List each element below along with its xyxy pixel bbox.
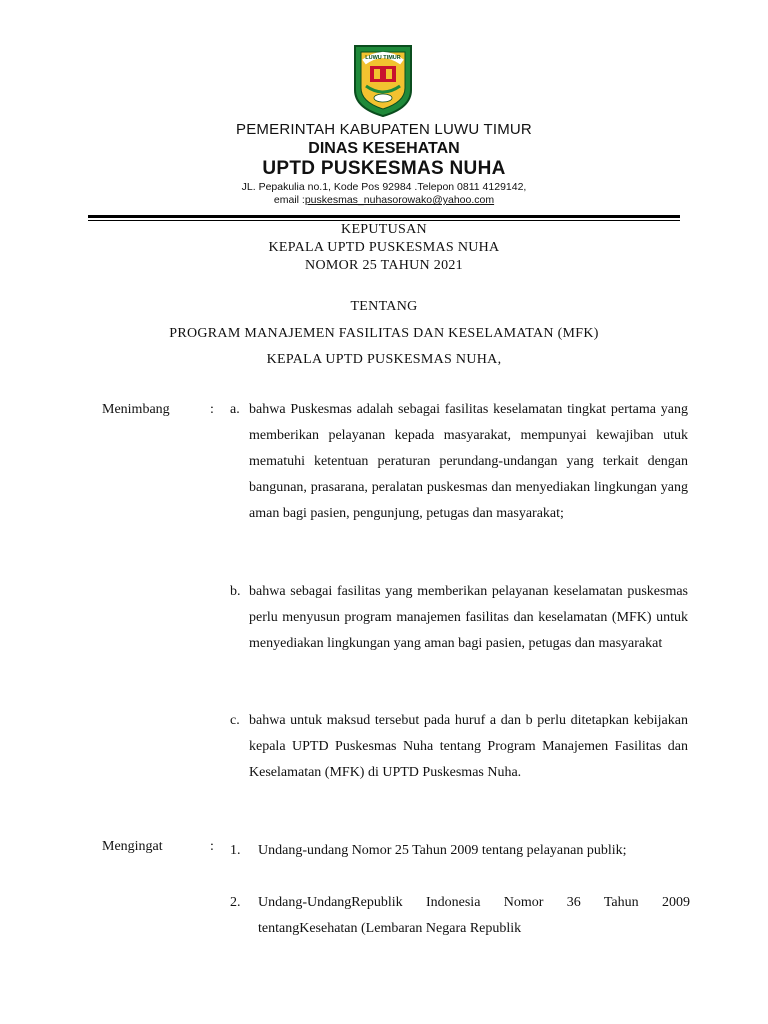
mengingat-marker-1: 1. (230, 843, 241, 858)
mengingat-label: Mengingat (102, 839, 163, 854)
letterhead-divider-thin (88, 220, 680, 221)
address-line: JL. Pepakulia no.1, Kode Pos 92984 .Telepon 0811 4129142, (241, 181, 527, 193)
mengingat-item-1: Undang-undang Nomor 25 Tahun 2009 tentang pelayanan publik; (258, 843, 627, 858)
decree-about-label: TENTANG (350, 299, 418, 314)
menimbang-colon: : (210, 402, 214, 417)
menimbang-label: Menimbang (102, 402, 170, 417)
menimbang-item-c: bahwa untuk maksud tersebut pada huruf a dan b perlu ditetapkan kebijakan kepala UPTD Puskesmas Nuha tentang Program Manajemen Fasilitas dan Keselamatan (MFK) di UPTD Puskesmas Nuha. (249, 713, 688, 780)
mengingat-colon: : (210, 839, 214, 854)
decree-issuer-line: KEPALA UPTD PUSKESMAS NUHA, (266, 352, 502, 367)
unit-heading: UPTD PUSKESMAS NUHA (262, 158, 506, 179)
email-link[interactable]: puskesmas_nuhasorowako@yahoo.com (304, 194, 495, 206)
government-heading: PEMERINTAH KABUPATEN LUWU TIMUR (236, 121, 532, 138)
department-heading: DINAS KESEHATAN (308, 140, 460, 157)
menimbang-marker-a: a. (230, 402, 240, 417)
email-prefix: email : (273, 194, 305, 206)
decree-issuer: KEPALA UPTD PUSKESMAS NUHA (268, 240, 500, 255)
email-line (0, 194, 768, 207)
letterhead-contact (0, 181, 768, 207)
menimbang-marker-b: b. (230, 584, 241, 599)
mengingat-item-2: Undang-UndangRepublik Indonesia Nomor 36 Tahun 2009 tentangKesehatan (Lembaran Negara Republik (258, 895, 690, 936)
decree-subject: PROGRAM MANAJEMEN FASILITAS DAN KESELAMATAN (MFK) (169, 326, 599, 341)
menimbang-item-a: bahwa Puskesmas adalah sebagai fasilitas keselamatan tingkat pertama yang memberikan pelayanan kepada masyarakat, mempunyai kewajiban utuk mematuhi ketentuan peraturan perundang-undangan yang terkait dengan bangunan, prasarana, peralatan puskesmas dan menyediakan lingkungan yang aman bagi pasien, pengunjung, petugas dan masyarakat; (249, 402, 688, 521)
logo-lettering: LUWU TIMUR (365, 55, 401, 61)
decree-type: KEPUTUSAN (341, 222, 427, 237)
luwu-timur-emblem-logo (352, 40, 414, 118)
menimbang-marker-c: c. (230, 713, 240, 728)
menimbang-item-b: bahwa sebagai fasilitas yang memberikan pelayanan keselamatan puskesmas perlu menyusun program manajemen fasilitas dan keselamatan (MFK) untuk menyediakan lingkungan yang aman bagi pasien, petugas dan masyarakat (249, 584, 688, 651)
decree-number: NOMOR 25 TAHUN 2021 (305, 258, 463, 273)
letterhead-divider-thick (88, 215, 680, 218)
mengingat-marker-2: 2. (230, 895, 241, 910)
